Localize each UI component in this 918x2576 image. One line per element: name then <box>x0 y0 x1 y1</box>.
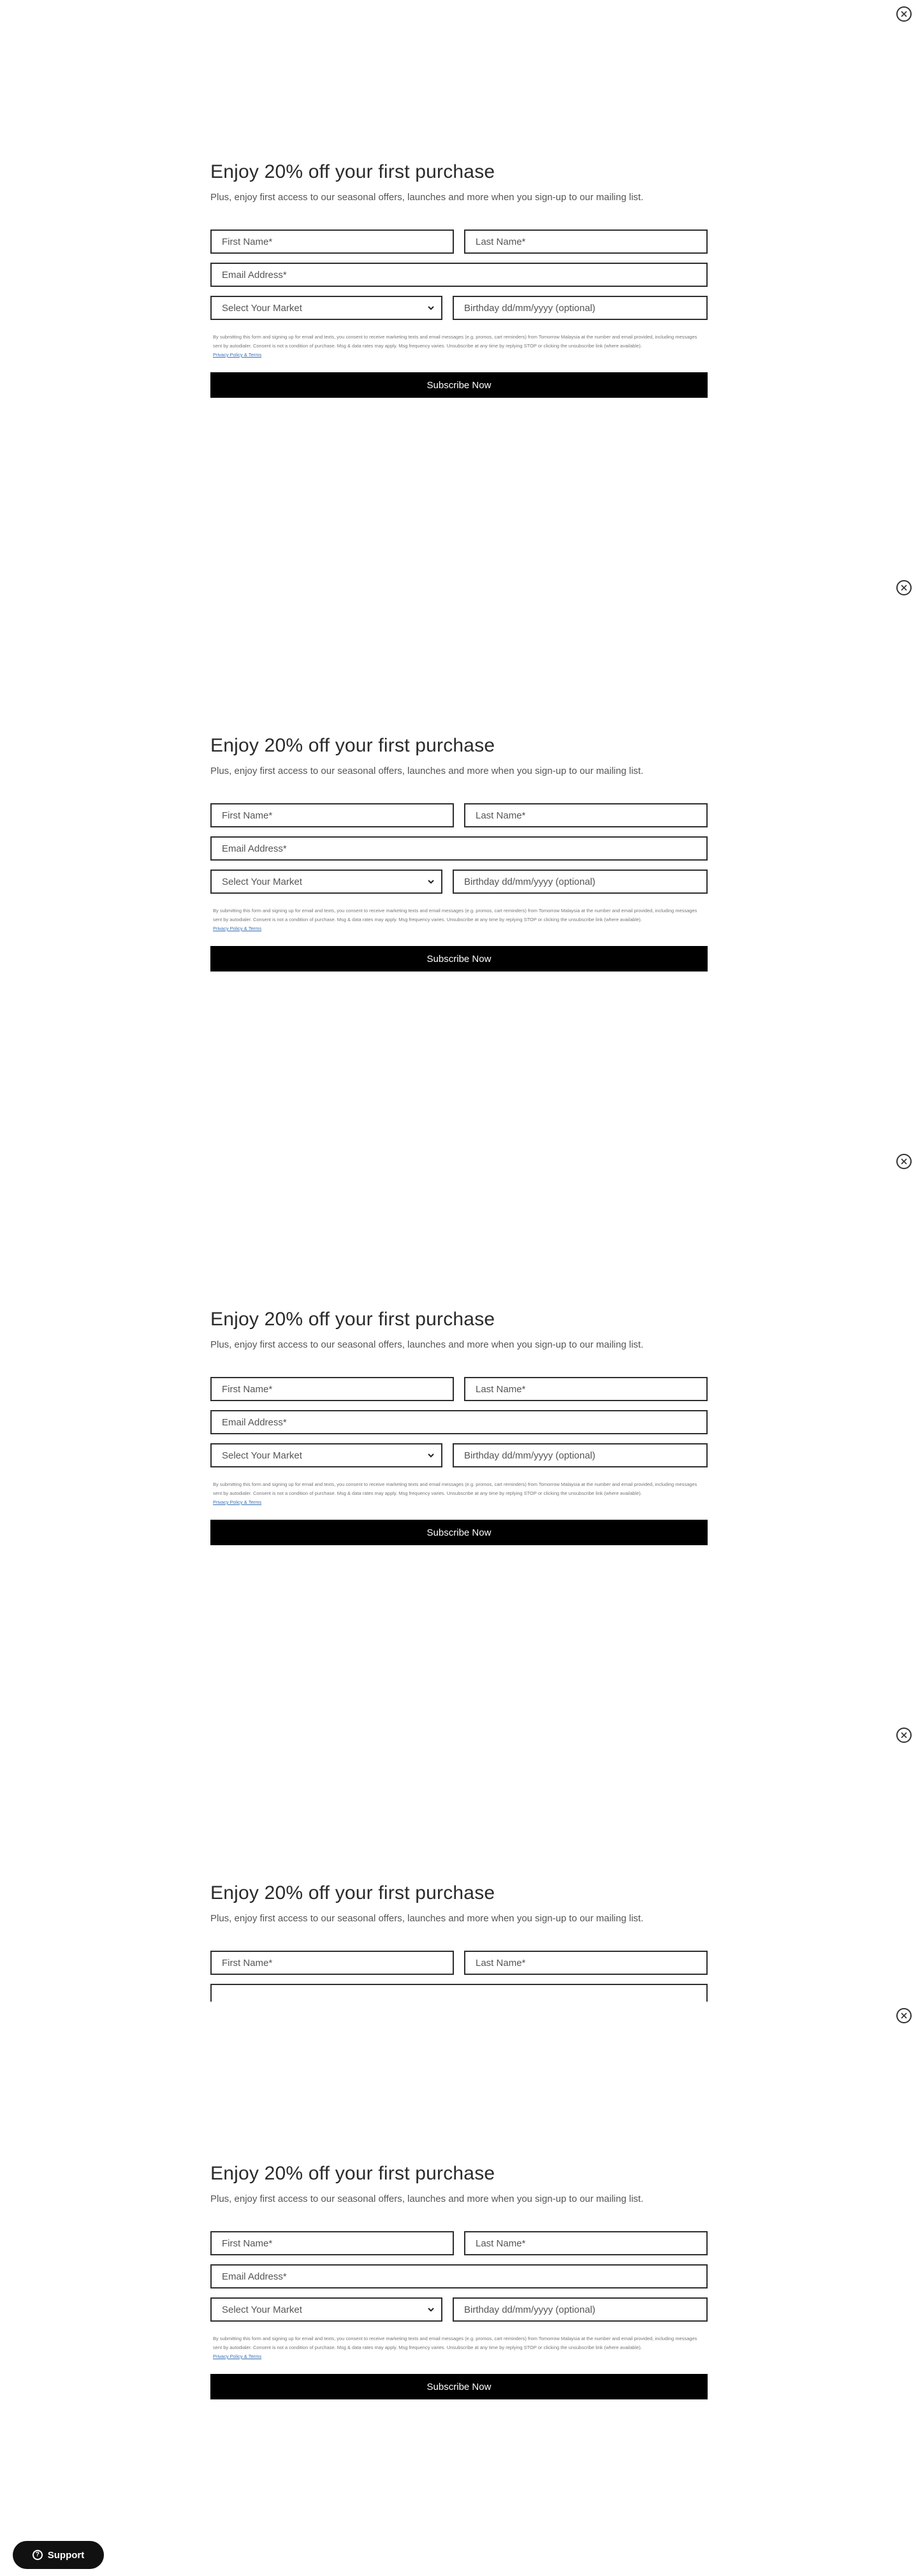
market-select[interactable]: Select Your Market <box>210 296 442 320</box>
signup-form <box>210 2162 708 2399</box>
popup-headline: Enjoy 20% off your first purchase <box>210 1882 495 1903</box>
popup-headline: Enjoy 20% off your first purchase <box>210 161 495 182</box>
first-name-input[interactable] <box>210 1377 454 1401</box>
close-button[interactable] <box>896 1154 912 1169</box>
legal-notice <box>213 1480 705 1507</box>
email-input[interactable] <box>210 263 708 287</box>
privacy-link[interactable]: Privacy Policy & Terms <box>213 926 262 931</box>
close-icon <box>900 2012 908 2019</box>
popup-headline: Enjoy 20% off your first purchase <box>210 735 495 756</box>
first-name-input[interactable] <box>210 1951 454 1975</box>
chevron-down-icon <box>427 304 435 312</box>
subscribe-button[interactable]: Subscribe Now <box>210 946 708 971</box>
birthday-input[interactable] <box>453 2297 708 2322</box>
subscribe-button[interactable]: Subscribe Now <box>210 2374 708 2399</box>
legal-notice <box>213 333 705 360</box>
last-name-input[interactable] <box>464 2231 708 2255</box>
last-name-input[interactable] <box>464 803 708 827</box>
signup-popup-2 <box>0 574 918 1147</box>
legal-notice <box>213 2334 705 2361</box>
close-icon <box>900 10 908 18</box>
email-input[interactable] <box>210 2264 708 2289</box>
popup-subhead: Plus, enjoy first access to our seasonal offers, launches and more when you sign-up to our mailing list. <box>210 192 644 203</box>
close-icon <box>900 1731 908 1739</box>
chevron-down-icon <box>427 878 435 885</box>
birthday-input[interactable] <box>453 870 708 894</box>
email-input[interactable] <box>210 1984 708 2002</box>
popup-subhead: Plus, enjoy first access to our seasonal offers, launches and more when you sign-up to our mailing list. <box>210 1913 644 1924</box>
privacy-link[interactable]: Privacy Policy & Terms <box>213 2354 262 2359</box>
signup-form <box>210 1882 708 2002</box>
email-input[interactable] <box>210 836 708 861</box>
signup-popup-3 <box>0 1147 918 1721</box>
signup-form <box>210 734 708 971</box>
last-name-input[interactable] <box>464 229 708 254</box>
popup-subhead: Plus, enjoy first access to our seasonal offers, launches and more when you sign-up to our mailing list. <box>210 1339 644 1350</box>
first-name-input[interactable] <box>210 229 454 254</box>
popup-subhead: Plus, enjoy first access to our seasonal offers, launches and more when you sign-up to our mailing list. <box>210 2194 644 2204</box>
market-select[interactable]: Select Your Market <box>210 2297 442 2322</box>
signup-form <box>210 161 708 398</box>
last-name-input[interactable] <box>464 1951 708 1975</box>
signup-form <box>210 1308 708 1545</box>
birthday-input[interactable] <box>453 296 708 320</box>
chevron-down-icon <box>427 2306 435 2313</box>
market-select[interactable]: Select Your Market <box>210 1443 442 1467</box>
support-label: Support <box>47 2549 85 2561</box>
signup-popup-4 <box>0 1721 918 2002</box>
popup-headline: Enjoy 20% off your first purchase <box>210 1309 495 1330</box>
last-name-input[interactable] <box>464 1377 708 1401</box>
privacy-link[interactable]: Privacy Policy & Terms <box>213 1499 262 1505</box>
legal-notice <box>213 906 705 933</box>
privacy-link[interactable]: Privacy Policy & Terms <box>213 352 262 358</box>
close-button[interactable] <box>896 580 912 595</box>
subscribe-button[interactable]: Subscribe Now <box>210 372 708 398</box>
popup-headline: Enjoy 20% off your first purchase <box>210 2163 495 2184</box>
birthday-input[interactable] <box>453 1443 708 1467</box>
signup-popup-1 <box>0 0 918 574</box>
subscribe-button[interactable]: Subscribe Now <box>210 1520 708 1545</box>
legal-text: By submitting this form and signing up for email and texts, you consent to receive marketing texts and email messages (e.g. promos, cart reminders) from Tomorrow Malaysia at the number and email provided, including messages sent by autodialer. Consent is not a condition of purchase. Msg & data rates may apply. Msg frequency varies. Unsubscribe at any time by replying STOP or clicking the unsubscribe link (where available). <box>213 334 697 349</box>
support-button[interactable] <box>13 2541 104 2569</box>
market-select[interactable]: Select Your Market <box>210 870 442 894</box>
help-circle-icon: ? <box>33 2550 43 2560</box>
legal-text: By submitting this form and signing up for email and texts, you consent to receive marketing texts and email messages (e.g. promos, cart reminders) from Tomorrow Malaysia at the number and email provided, including messages sent by autodialer. Consent is not a condition of purchase. Msg & data rates may apply. Msg frequency varies. Unsubscribe at any time by replying STOP or clicking the unsubscribe link (where available). <box>213 2336 697 2350</box>
first-name-input[interactable] <box>210 2231 454 2255</box>
close-button[interactable] <box>896 1728 912 1743</box>
email-input[interactable] <box>210 1410 708 1434</box>
close-button[interactable] <box>896 6 912 22</box>
signup-popup-5 <box>0 2002 918 2576</box>
legal-text: By submitting this form and signing up for email and texts, you consent to receive marketing texts and email messages (e.g. promos, cart reminders) from Tomorrow Malaysia at the number and email provided, including messages sent by autodialer. Consent is not a condition of purchase. Msg & data rates may apply. Msg frequency varies. Unsubscribe at any time by replying STOP or clicking the unsubscribe link (where available). <box>213 908 697 922</box>
legal-text: By submitting this form and signing up for email and texts, you consent to receive marketing texts and email messages (e.g. promos, cart reminders) from Tomorrow Malaysia at the number and email provided, including messages sent by autodialer. Consent is not a condition of purchase. Msg & data rates may apply. Msg frequency varies. Unsubscribe at any time by replying STOP or clicking the unsubscribe link (where available). <box>213 1481 697 1496</box>
close-icon <box>900 584 908 592</box>
close-button[interactable] <box>896 2008 912 2023</box>
close-icon <box>900 1158 908 1165</box>
first-name-input[interactable] <box>210 803 454 827</box>
chevron-down-icon <box>427 1452 435 1459</box>
popup-subhead: Plus, enjoy first access to our seasonal offers, launches and more when you sign-up to our mailing list. <box>210 766 644 776</box>
